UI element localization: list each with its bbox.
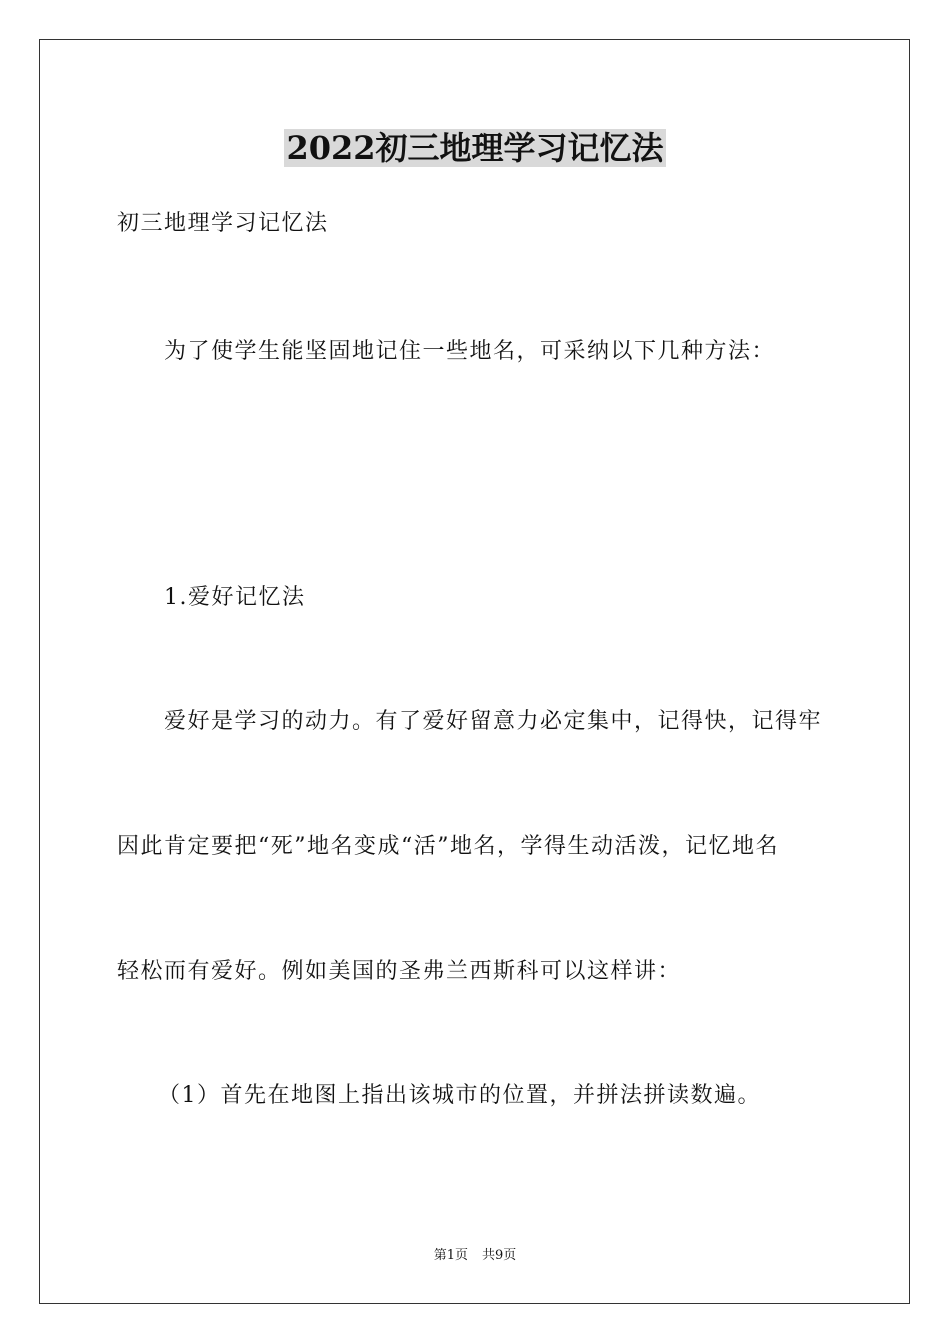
document-title: [0, 126, 950, 170]
page-footer: [0, 1247, 950, 1265]
page-number: 第1页: [433, 1248, 468, 1263]
body-paragraph-line: 因此肯定要把“死”地名变成“活”地名，学得生动活泼，记忆地名: [117, 834, 779, 859]
section-heading: 1.爱好记忆法: [164, 585, 306, 610]
intro-paragraph: 为了使学生能坚固地记住一些地名，可采纳以下几种方法：: [164, 339, 776, 364]
body-paragraph-line: 爱好是学习的动力。有了爱好留意力必定集中，记得快，记得牢: [164, 709, 823, 734]
step-paragraph: （1）首先在地图上指出该城市的位置，并拼法拼读数遍。: [158, 1083, 761, 1108]
document-subtitle: 初三地理学习记忆法: [117, 211, 329, 236]
document-title-text: 2022初三地理学习记忆法: [286, 129, 664, 167]
page-total: 共9页: [482, 1248, 517, 1263]
body-paragraph-line: 轻松而有爱好。例如美国的圣弗兰西斯科可以这样讲：: [117, 959, 682, 984]
